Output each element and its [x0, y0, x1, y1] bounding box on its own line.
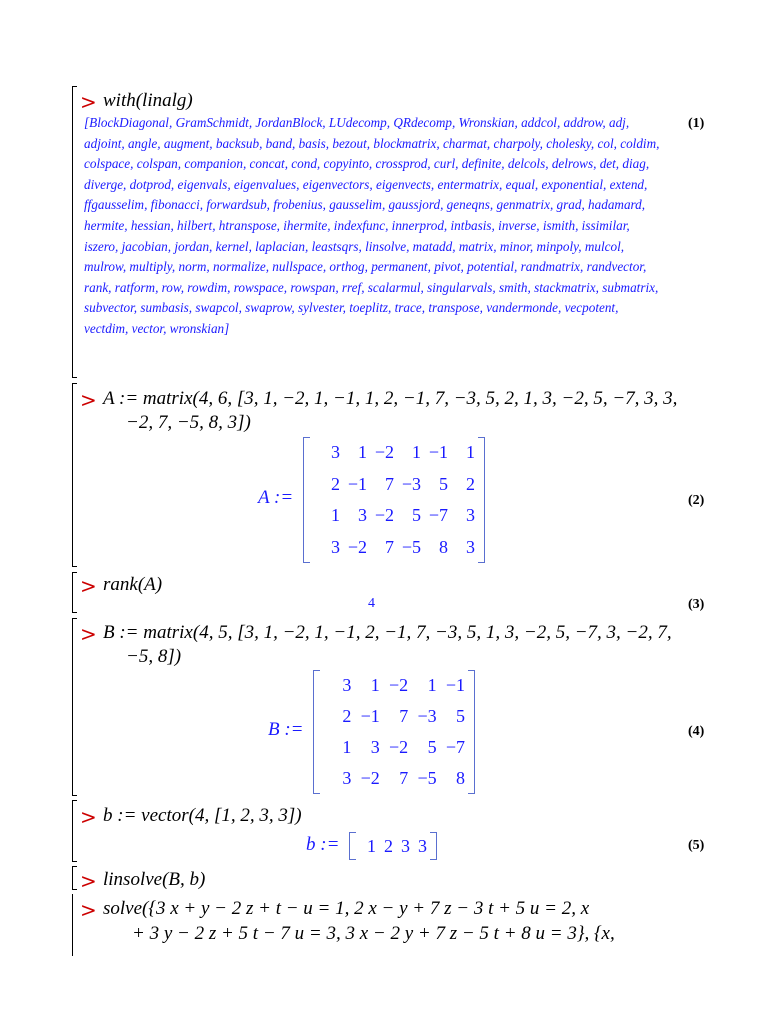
matrix-entry: −5	[417, 768, 437, 788]
matrix-entry: −2	[389, 675, 409, 695]
matrix-entry: 2	[384, 835, 393, 856]
matrix-entry: 3	[466, 505, 475, 526]
command-input[interactable]: b := vector(4, [1, 2, 3, 3])	[103, 805, 302, 826]
matrix-entry: −3	[401, 473, 421, 494]
matrix-entry: 3	[358, 505, 367, 526]
matrix-entry: 8	[439, 536, 448, 557]
matrix-entry: 2	[466, 473, 475, 494]
matrix-entry: −1	[445, 675, 465, 695]
matrix-entry: 7	[399, 768, 409, 788]
vector-bracket-right	[430, 832, 437, 860]
execution-group-bracket[interactable]	[72, 618, 73, 796]
command-input[interactable]: solve({3 x + y − 2 z + t − u = 1, 2 x − y + 7 z − 3 t + 5 u = 2, x	[103, 898, 590, 919]
matrix-entry: 3	[466, 536, 475, 557]
matrix-entry: 3	[401, 835, 410, 856]
matrix-entry: 2	[331, 473, 340, 494]
equation-label: (5)	[688, 838, 705, 853]
vector-bracket-left	[349, 832, 356, 860]
matrix-entry: −2	[374, 442, 394, 463]
matrix-entry: −1	[360, 706, 380, 726]
matrix-output-B	[313, 670, 475, 794]
matrix-entry: 1	[427, 675, 437, 695]
matrix-entry: 3	[370, 737, 380, 757]
matrix-entry: −1	[428, 442, 448, 463]
matrix-entry: −7	[428, 505, 448, 526]
matrix-entry: −2	[360, 768, 380, 788]
input-prompt: >	[80, 574, 97, 598]
matrix-entry: 1	[370, 675, 380, 695]
matrix-entry: 3	[342, 768, 352, 788]
execution-group-bracket[interactable]	[72, 86, 73, 378]
command-input-continuation[interactable]: −2, 7, −5, 8, 3])	[126, 412, 251, 433]
matrix-entry: 5	[427, 737, 437, 757]
matrix-entry: 1	[466, 442, 475, 463]
matrix-assignment-name: A :=	[258, 487, 294, 508]
execution-group-bracket[interactable]	[72, 866, 73, 890]
execution-group-bracket[interactable]	[72, 572, 73, 613]
matrix-bracket-right	[468, 670, 475, 794]
matrix-entry: 5	[455, 706, 465, 726]
matrix-entry: 8	[455, 768, 465, 788]
vector-assignment-name: b :=	[306, 834, 340, 855]
execution-group-bracket[interactable]	[72, 894, 73, 956]
matrix-entry: 7	[385, 536, 394, 557]
matrix-entry: 7	[385, 473, 394, 494]
equation-label: (3)	[688, 597, 705, 612]
matrix-assignment-name: B :=	[268, 719, 304, 740]
output-package-list: [BlockDiagonal, GramSchmidt, JordanBlock, LUdecomp, QRdecomp, Wronskian, addcol, addrow, adj, adjoint, angle, augment, backsub, band, basis, bezout, blockmatrix, charmat, charpoly, cholesky, col, coldim, colspace, colspan, companion, concat, cond, copyinto, crossprod, curl, definite, delcols, delrows, det, diag, diverge, dotprod, eigenvals, eigenvalues, eigenvectors, eigenvects, entermatrix, equal, exponential, extend, ffgausselim, fibonacci, forwardsub, frobenius, gausselim, gaussjord, geneqns, genmatrix, grad, hadamard, hermite, hessian, hilbert, htranspose, ihermite, indexfunc, innerprod, intbasis, inverse, ismith, issimilar, iszero, jacobian, jordan, kernel, laplacian, leastsqrs, linsolve, matadd, matrix, minor, minpoly, mulcol, mulrow, multiply, norm, normalize, nullspace, orthog, permanent, pivot, potential, randmatrix, randvector, rank, ratform, row, rowdim, rowspace, rowspan, rref, scalarmul, singularvals, smith, stackmatrix, submatrix, subvector, sumbasis, swapcol, swaprow, sylvester, toeplitz, trace, transpose, vandermonde, vecpotent, vectdim, vector, wronskian]	[84, 115, 660, 336]
input-prompt: >	[80, 90, 97, 114]
matrix-entry: 2	[342, 706, 352, 726]
input-prompt: >	[80, 388, 97, 412]
matrix-entry: 1	[358, 442, 367, 463]
command-input[interactable]: A := matrix(4, 6, [3, 1, −2, 1, −1, 1, 2, −1, 7, −3, 5, 2, 1, 3, −2, 5, −7, 3, 3,	[103, 388, 678, 409]
matrix-output-A	[303, 437, 485, 563]
matrix-entry: 1	[331, 505, 340, 526]
command-input[interactable]: rank(A)	[103, 574, 163, 595]
command-input[interactable]: linsolve(B, b)	[103, 869, 206, 890]
input-prompt: >	[80, 622, 97, 646]
matrix-entry: −7	[445, 737, 465, 757]
matrix-bracket-right	[478, 437, 485, 563]
input-prompt: >	[80, 898, 97, 922]
matrix-entry: −3	[417, 706, 437, 726]
input-prompt: >	[80, 805, 97, 829]
matrix-entry: 1	[367, 835, 376, 856]
execution-group-bracket[interactable]	[72, 800, 73, 862]
command-input[interactable]: with(linalg)	[103, 90, 193, 111]
command-input-continuation[interactable]: −5, 8])	[126, 646, 182, 667]
equation-label: (4)	[688, 724, 705, 739]
matrix-bracket-left	[303, 437, 310, 563]
matrix-entry: −2	[389, 737, 409, 757]
input-prompt: >	[80, 869, 97, 893]
matrix-entry: 5	[412, 505, 421, 526]
matrix-entry: 1	[342, 737, 352, 757]
matrix-entry: −1	[347, 473, 367, 494]
matrix-entry: −2	[347, 536, 367, 557]
equation-label: (1)	[688, 116, 705, 131]
matrix-bracket-left	[313, 670, 320, 794]
vector-output-b	[349, 832, 437, 860]
command-input-continuation[interactable]: + 3 y − 2 z + 5 t − 7 u = 3, 3 x − 2 y + 7 z − 5 t + 8 u = 3}, {x,	[132, 923, 615, 944]
matrix-entry: −2	[374, 505, 394, 526]
output-value: 4	[368, 596, 375, 611]
matrix-entry: −5	[401, 536, 421, 557]
matrix-entry: 1	[412, 442, 421, 463]
matrix-entry: 3	[331, 536, 340, 557]
equation-label: (2)	[688, 493, 705, 508]
execution-group-bracket[interactable]	[72, 383, 73, 567]
matrix-entry: 3	[342, 675, 352, 695]
matrix-entry: 7	[399, 706, 409, 726]
matrix-entry: 3	[418, 835, 427, 856]
matrix-entry: 3	[331, 442, 340, 463]
command-input[interactable]: B := matrix(4, 5, [3, 1, −2, 1, −1, 2, −1, 7, −3, 5, 1, 3, −2, 5, −7, 3, −2, 7,	[103, 622, 672, 643]
matrix-entry: 5	[439, 473, 448, 494]
